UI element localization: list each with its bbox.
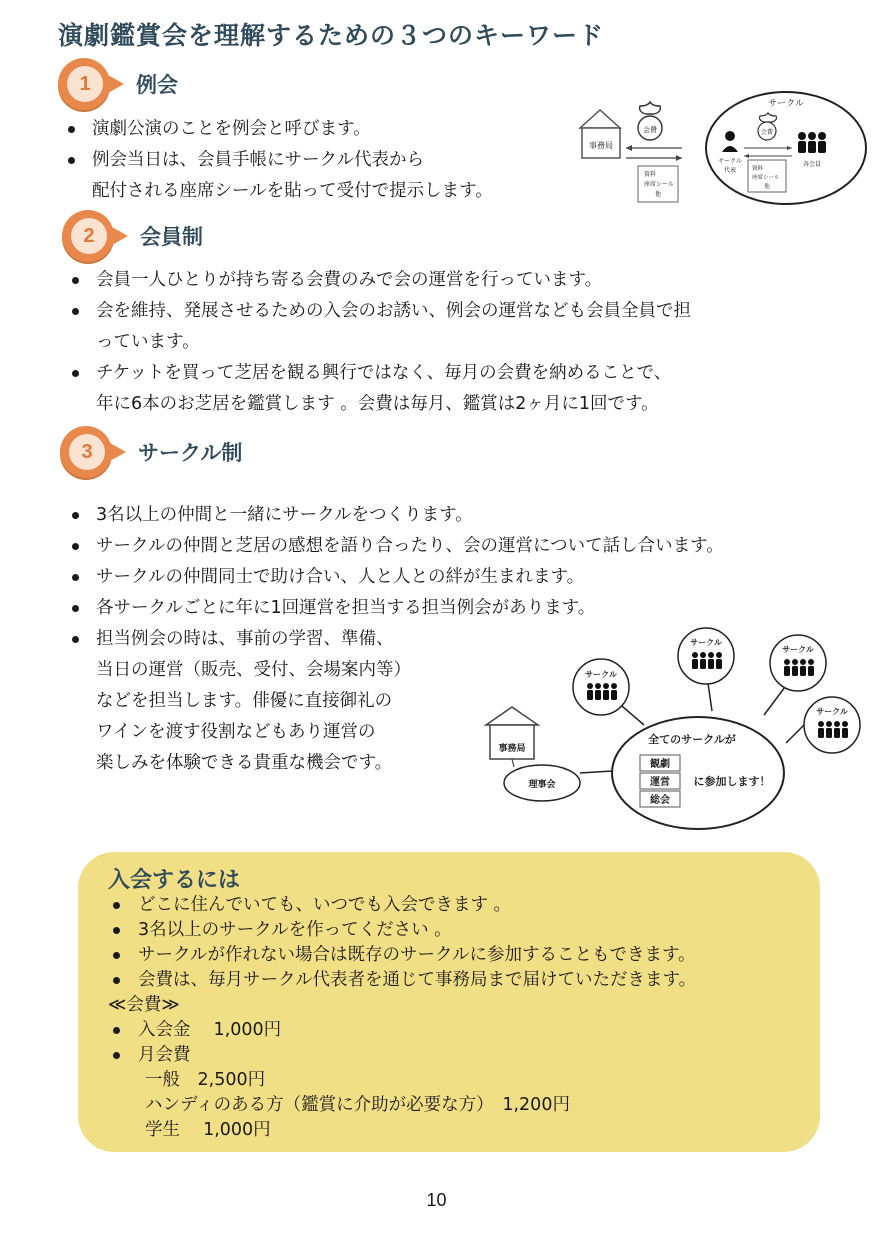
page-title: 演劇鑑賞会を理解するための３つのキーワード <box>58 21 605 50</box>
circle-group-node <box>678 628 734 684</box>
list-item: 入会金 1,000円 <box>108 1018 281 1043</box>
section-number-badge: 3 <box>60 426 112 478</box>
svg-text:総会: 総会 <box>650 795 670 806</box>
section-2-bullets <box>68 265 691 420</box>
list-item: 3名以上のサークルを作ってください 。 <box>108 918 696 943</box>
reikai-flow-diagram <box>570 86 870 216</box>
office-label: 事務局 <box>589 141 613 150</box>
list-item: 会費は、毎月サークル代表者を通じて事務局まで届けていただきます。 <box>108 968 696 993</box>
svg-text:会費: 会費 <box>760 129 774 136</box>
list-item: 3名以上の仲間と一緒にサークルをつくります。 <box>68 500 724 531</box>
section-heading-reikai <box>58 58 178 110</box>
svg-text:資料: 資料 <box>752 166 764 172</box>
circle-group-node <box>770 635 826 691</box>
svg-text:事務局: 事務局 <box>498 744 526 754</box>
list-item: 例会当日は、会員手帳にサークル代表から 配付される座席シールを貼って受付で提示します。 <box>64 145 493 207</box>
fee-list <box>108 1018 281 1068</box>
list-item: 担当例会の時は、事前の学習、準備、 当日の運営（販売、受付、会場案内等） などを担当します。俳優に直接御礼の ワインを渡す役割などもあり運営の 楽しみを体験できる貴重な機会です。 <box>68 624 724 779</box>
list-item: サークルの仲間と芝居の感想を語り合ったり、会の運営について話し合います。 <box>68 531 724 562</box>
join-title: 入会するには <box>108 868 241 893</box>
members-icon <box>798 132 826 153</box>
list-item: チケットを買って芝居を観る興行ではなく、毎月の会費を納めることで、 年に6本のお芝居を鑑賞します 。会費は毎月、鑑賞は2ヶ月に1回です。 <box>68 358 691 420</box>
svg-text:サークル: サークル <box>718 158 742 165</box>
circle-participation-diagram <box>480 625 870 835</box>
section-heading-membership <box>62 210 203 262</box>
section-1-bullets <box>64 114 493 207</box>
svg-text:全てのサークルが: 全てのサークルが <box>648 733 736 746</box>
svg-text:に参加します！: に参加します！ <box>693 775 771 788</box>
svg-text:サークル: サークル <box>782 645 814 654</box>
join-bullets <box>108 893 696 993</box>
section-heading-circle <box>60 426 242 478</box>
monthly-fee-student: 学生 1,000円 <box>145 1120 271 1140</box>
svg-text:他: 他 <box>764 184 770 190</box>
section-number-badge: 2 <box>62 210 114 262</box>
svg-text:代表: 代表 <box>723 167 737 174</box>
list-item: 演劇公演のことを例会と呼びます。 <box>64 114 493 145</box>
circle-group-node <box>573 659 629 715</box>
section-label: 例会 <box>136 73 178 97</box>
money-bag-icon <box>638 102 662 140</box>
section-number-badge: 1 <box>58 58 110 110</box>
svg-text:他: 他 <box>654 191 662 198</box>
svg-text:座席シール: 座席シール <box>752 175 780 181</box>
fee-heading: ≪会費≫ <box>108 995 180 1015</box>
monthly-fee-handicap: ハンディのある方（鑑賞に介助が必要な方） 1,200円 <box>145 1095 570 1115</box>
svg-text:サークル: サークル <box>585 670 617 679</box>
circle-group-node <box>804 697 860 753</box>
svg-text:座席シール: 座席シール <box>644 181 674 188</box>
list-item: 各サークルごとに年に1回運営を担当する担当例会があります。 <box>68 593 724 624</box>
svg-text:理事会: 理事会 <box>528 780 556 790</box>
svg-text:会費: 会費 <box>643 126 657 134</box>
page-number: 10 <box>426 1190 447 1210</box>
section-label: サークル制 <box>138 441 243 465</box>
svg-text:各会員: 各会員 <box>802 161 822 168</box>
list-item: サークルが作れない場合は既存のサークルに参加することもできます。 <box>108 943 696 968</box>
svg-text:観劇: 観劇 <box>650 759 670 770</box>
section-label: 会員制 <box>140 225 203 249</box>
list-item: 会を維持、発展させるための入会のお誘い、例会の運営なども会員全員で担 っています。 <box>68 296 691 358</box>
svg-text:サークル: サークル <box>768 99 804 109</box>
list-item: どこに住んでいても、いつでも入会できます 。 <box>108 893 696 918</box>
svg-text:サークル: サークル <box>816 707 848 716</box>
svg-text:サークル: サークル <box>690 638 722 647</box>
svg-text:運営: 運営 <box>650 777 670 788</box>
monthly-fee-general: 一般 2,500円 <box>145 1070 266 1090</box>
svg-text:資料: 資料 <box>644 171 657 178</box>
list-item: サークルの仲間同士で助け合い、人と人との絆が生まれます。 <box>68 562 724 593</box>
list-item: 会員一人ひとりが持ち寄る会費のみで会の運営を行っています。 <box>68 265 691 296</box>
list-item: 月会費 <box>108 1043 281 1068</box>
